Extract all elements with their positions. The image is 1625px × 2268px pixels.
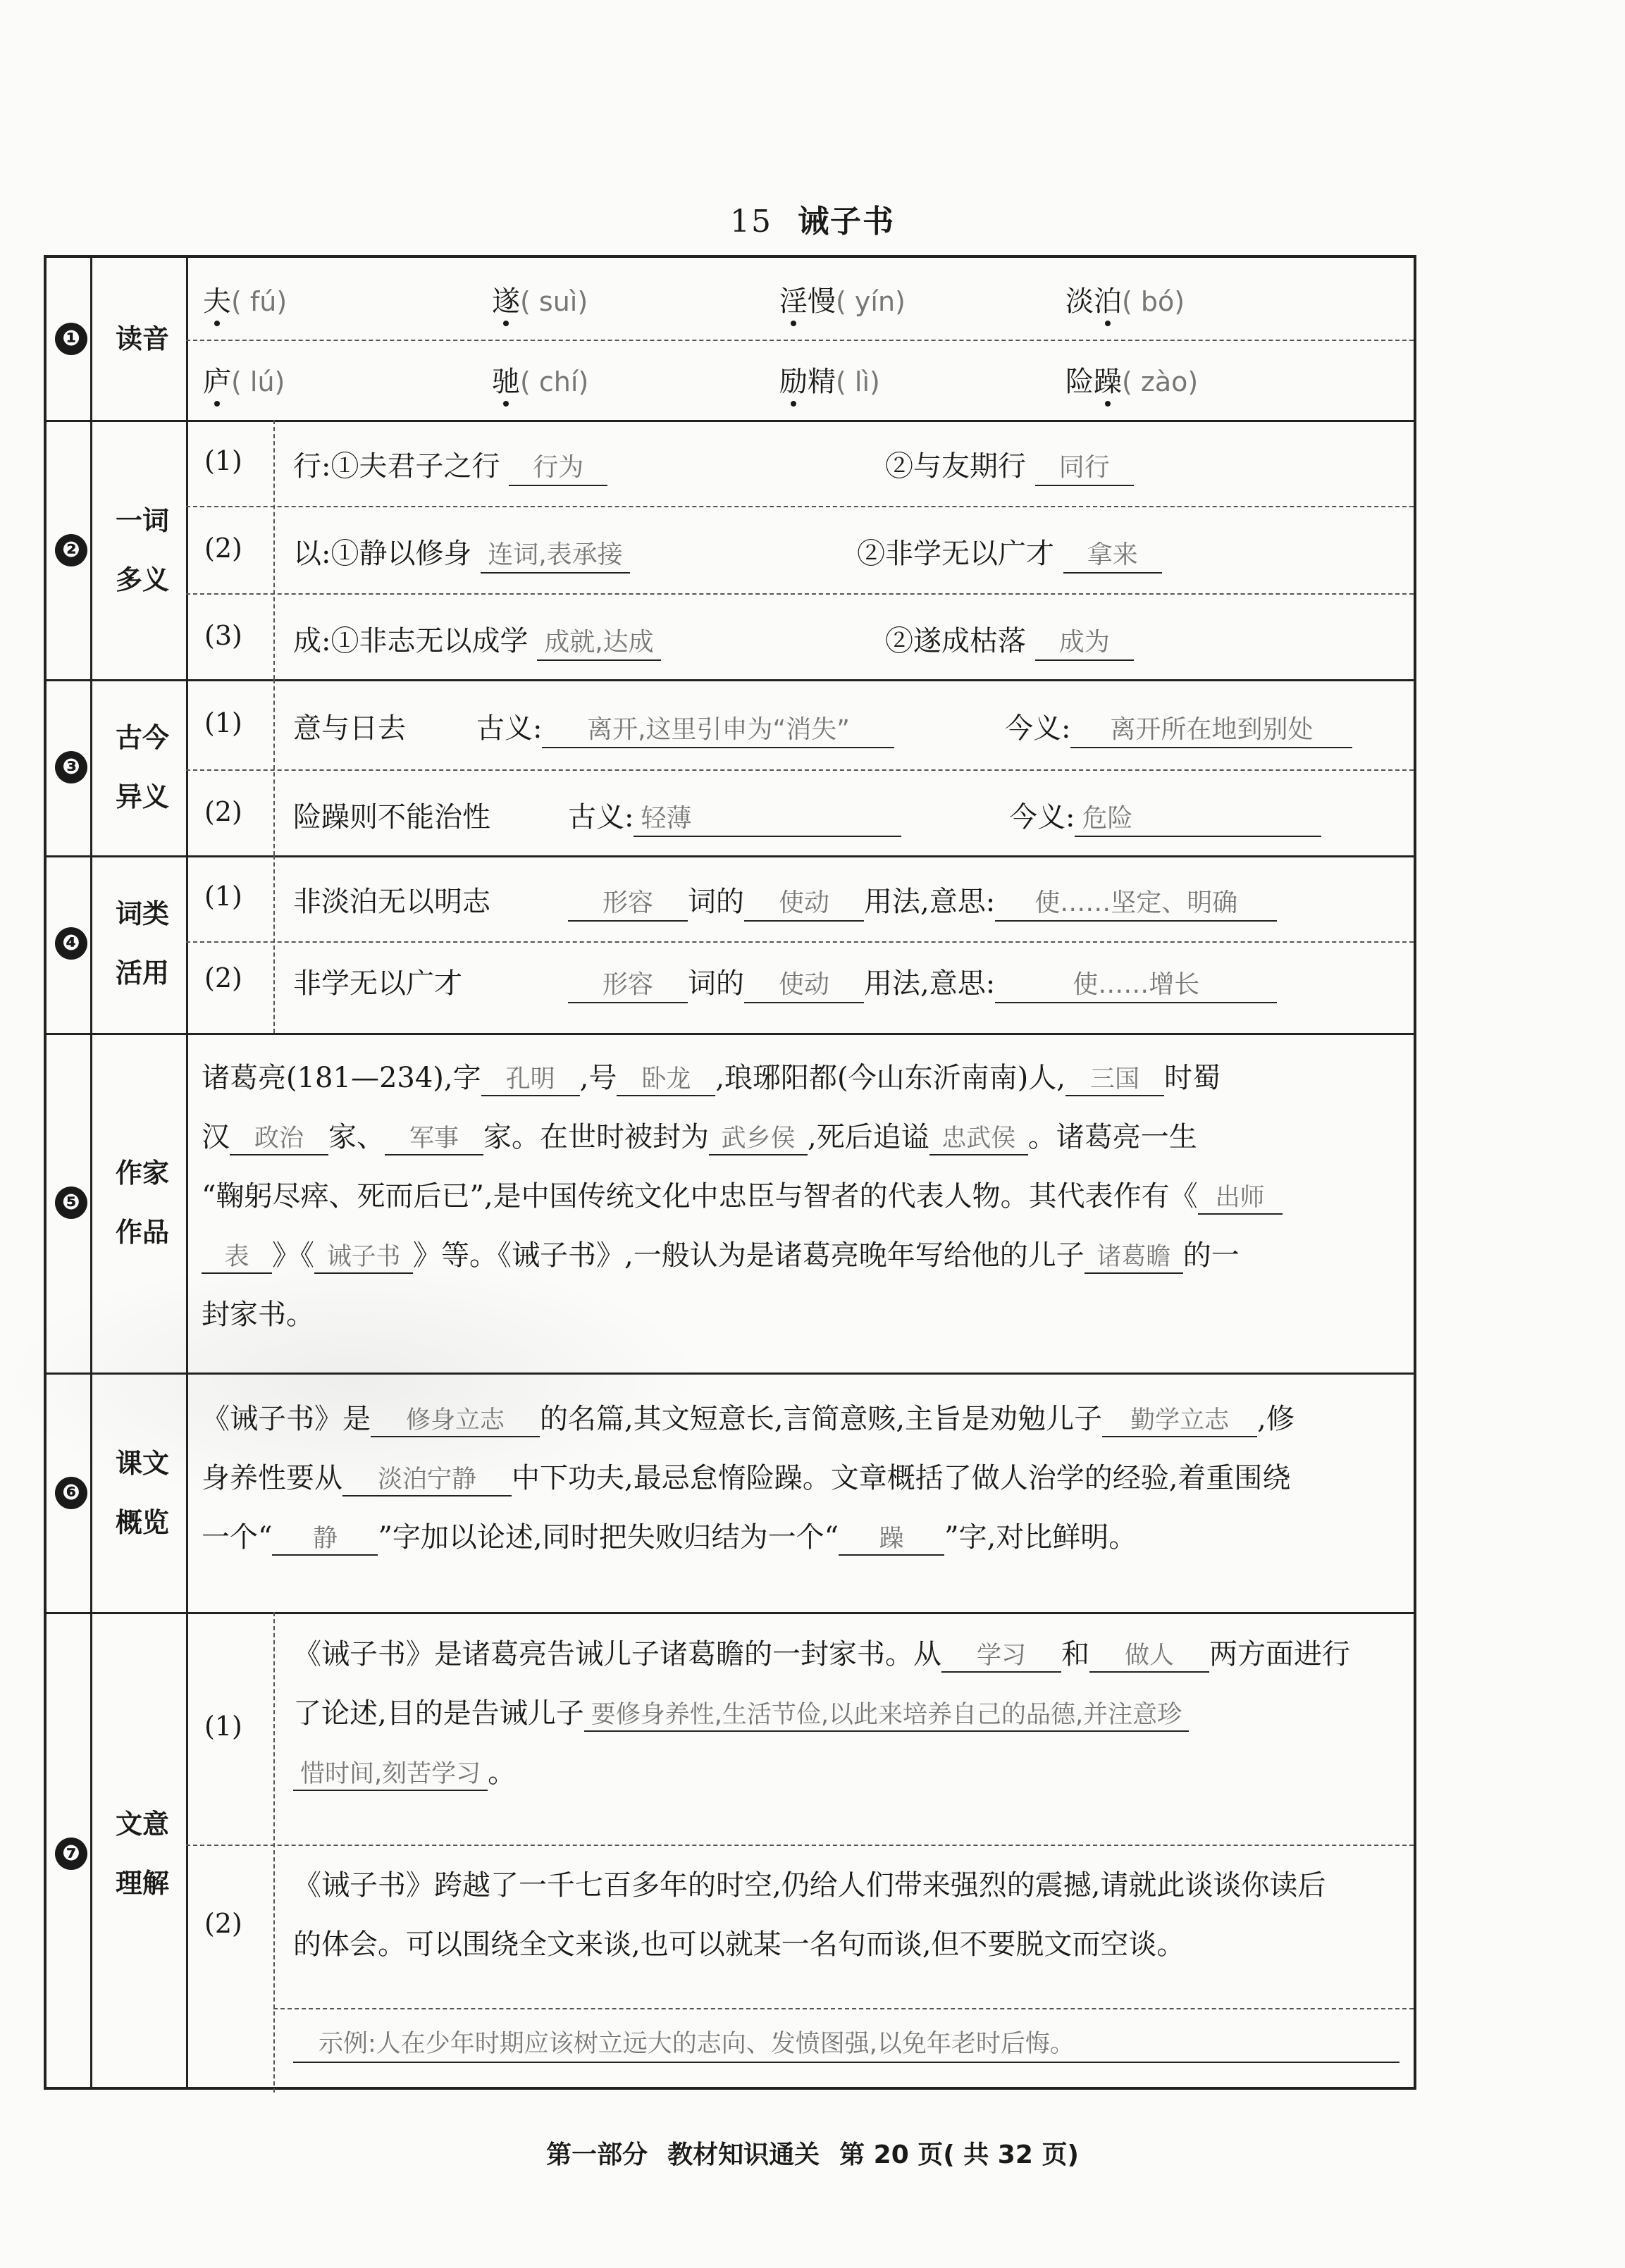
page-footer [0,2135,1625,2171]
section-number: ❶ [55,323,87,355]
row-divider [186,593,1414,595]
polysemy-row: ②非学无以广才 拿来 [857,531,1162,574]
polysemy-row: 以:①静以修身 连词,表承接 [293,531,630,574]
section-label: 异义 [115,781,169,812]
pinyin-item: 遂( suì) [492,279,588,319]
section-label: 文意 [115,1809,169,1840]
section-label: 读音 [115,323,169,354]
polysemy-row: ②遂成枯落 成为 [885,619,1134,661]
modern-meaning: 今义: 危险 [1009,795,1321,837]
section-label: 作家 [115,1158,169,1189]
row-index: (2) [204,1908,242,1939]
row-divider [186,769,1414,771]
comprehension-q2: 《诫子书》跨越了一千七百多年的时空,仍给人们带来强烈的震撼,请就此谈谈你读后 的体会。可以围绕全文来谈,也可以就某一名句而谈,但不要脱文而空谈。 [293,1869,1326,1961]
pinyin-item: 庐( lú) [203,359,285,399]
polysemy-row: ②与友期行 同行 [885,444,1134,486]
author-paragraph: 诸葛亮(181—234),字 孔明 ,号 卧龙 ,琅琊阳都(今山东沂南南)人, 三国 时蜀 汉 政治 家、 军事 家。在世时被封为 武乡侯 ,死后追谥 忠武侯 。诸葛亮一生 “鞠躬尽瘁、死而后已”,是中国传统文化中忠臣与智者的代表人物。其代表作有《 出师 表 》《 诫子书 》等。《诫子书》,一般认为是诸葛亮晚年写给他的儿子 诸葛瞻 的一 封家书。 [202,1048,1407,1344]
col-divider [273,679,275,855]
row-divider [186,506,1414,507]
ancient-meaning: 古义: 离开,这里引申为“消失” [476,706,894,748]
row-divider [273,2008,1414,2009]
phrase: 意与日去 [293,712,406,745]
comprehension-q1: 《诫子书》是诸葛亮告诫儿子诸葛瞻的一封家书。从 学习 和 做人 两方面进行 了论述,目的是告诫儿子 要修身养性,生活节俭,以此来培养自己的品德,并注意珍 惜时间,刻苦学习 。 [293,1625,1407,1802]
pinyin-item: 驰( chí) [492,359,588,399]
section-label: 课文 [115,1448,169,1479]
section-number: ❼ [55,1838,87,1870]
section-polysemy [47,420,1414,679]
pinyin-item: 险躁( zào) [1065,359,1198,399]
section-label: 概览 [115,1507,169,1538]
row-divider [186,941,1414,943]
row-index: (1) [204,707,242,738]
knowledge-table [44,255,1416,2090]
row-divider [186,340,1414,341]
footer-name: 教材知识通关 [667,2140,820,2169]
page-title [0,196,1625,241]
col-divider [273,855,275,1033]
section-number: ❺ [55,1186,87,1219]
col-divider [273,1612,275,2093]
overview-paragraph: 《诫子书》是 修身立志 的名篇,其文短意长,言简意赅,主旨是劝勉儿子 勤学立志 ,修 身养性要从 淡泊宁静 中下功夫,最忌怠惰险躁。文章概括了做人治学的经验,着重围绕 一个“ 静 ”字加以论述,同时把失败归结为一个“ 躁 ”字,对比鲜明。 [202,1389,1407,1567]
col-divider [273,420,275,679]
section-label: 理解 [115,1868,169,1899]
phrase: 险躁则不能治性 [293,801,490,834]
row-index: (1) [204,881,242,912]
footer-part: 第一部分 [546,2140,648,2169]
section-label: 作品 [115,1217,169,1248]
section-number: ❸ [55,751,87,783]
pinyin-item: 励精( lì) [779,359,880,399]
lesson-name: 诫子书 [798,204,895,240]
polysemy-row: 行:①夫君子之行 行为 [293,444,607,486]
section-ancient-modern [47,679,1414,855]
section-number: ❻ [55,1477,87,1509]
row-index: (1) [204,445,242,476]
usage-answer: 形容 词的 使动 用法,意思: 使……坚定、明确 [568,879,1277,922]
row-index: (1) [204,1711,242,1742]
section-pronunciation [47,258,1414,420]
row-index: (2) [204,533,242,564]
modern-meaning: 今义: 离开所在地到别处 [1005,706,1352,748]
section-word-usage [47,855,1414,1033]
phrase: 非学无以广才 [293,967,462,1000]
section-number: ❷ [55,534,87,566]
section-overview [47,1372,1414,1612]
comprehension-answer: 示例:人在少年时期应该树立远大的志向、发愤图强,以免年老时后悔。 [293,2026,1400,2063]
pinyin-item: 淡泊( bó) [1065,279,1185,319]
usage-answer: 形容 词的 使动 用法,意思: 使……增长 [568,961,1277,1003]
ancient-meaning: 古义: 轻薄 [568,795,901,837]
row-index: (3) [204,620,242,651]
row-divider [186,1845,1414,1846]
pinyin-item: 夫( fú) [203,279,287,319]
footer-page: 第 20 页( 共 32 页) [839,2140,1079,2169]
section-label: 古今 [115,722,169,753]
section-label: 词类 [115,898,169,929]
phrase: 非淡泊无以明志 [293,886,490,918]
section-number: ❹ [55,927,87,960]
section-label: 活用 [115,958,169,989]
row-index: (2) [204,796,242,827]
section-label: 一词 [115,505,169,536]
section-label: 多义 [115,564,169,595]
section-author [47,1033,1414,1372]
lesson-number: 15 [730,204,772,240]
polysemy-row: 成:①非志无以成学 成就,达成 [293,619,661,661]
section-comprehension [47,1612,1414,2093]
pinyin-item: 淫慢( yín) [779,279,906,319]
row-index: (2) [204,962,242,993]
